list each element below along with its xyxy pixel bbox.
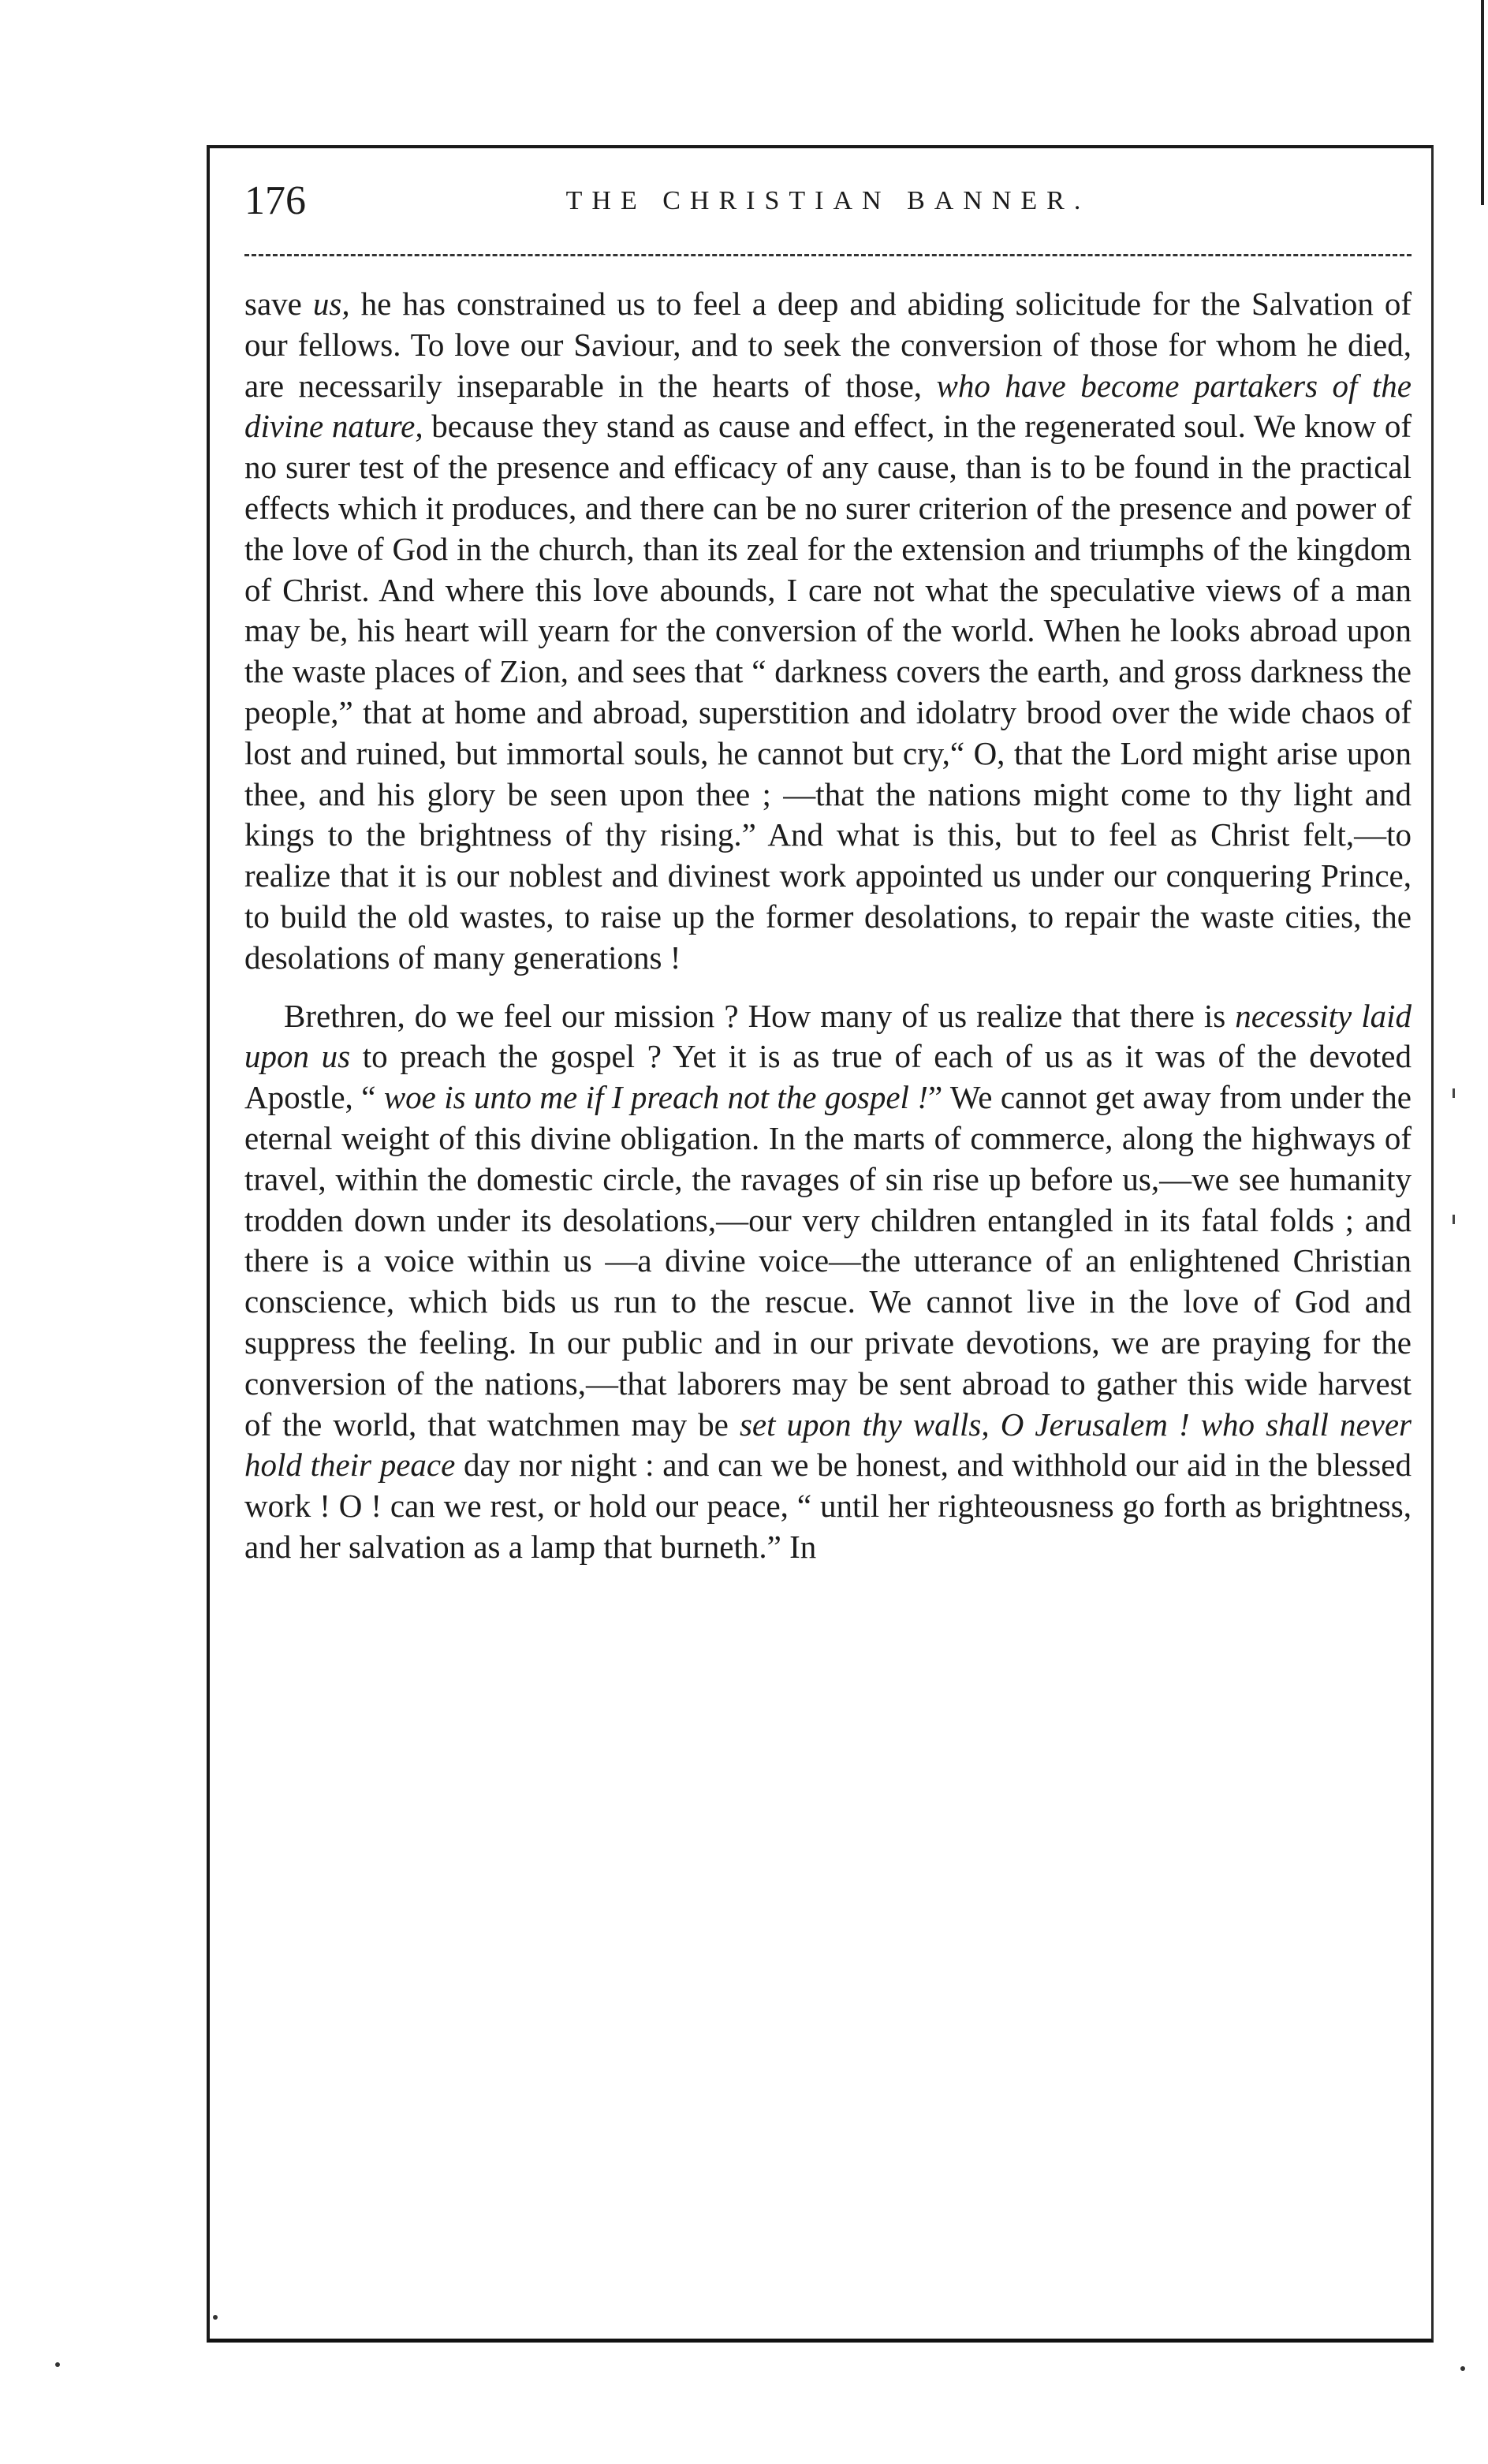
paragraph-1-text-b: he has constrained us to feel a deep and abiding solicitude for the Salvation of our fellows. To love our Saviour, and to seek the conversion of those for whom he died, are necessarily inseparable in the hearts of those, — [244, 286, 1412, 404]
page-header — [244, 174, 1412, 229]
paragraph-1-text-a: save — [244, 286, 313, 322]
paragraph-1-italic-a: us, — [312, 286, 350, 322]
stray-ink-mark — [55, 2362, 60, 2367]
scan-edge-line — [1481, 0, 1484, 205]
page-number: 176 — [244, 178, 306, 223]
paragraph-2-text-d: day nor night : and can we be honest, and withhold our aid in the blessed work ! O ! can we rest, or hold our peace, “ until her righteousness go forth as brightness, and her salvation as a lamp that burneth.” In — [244, 1447, 1412, 1565]
paragraph-2-text-c: ” We cannot get away from under the eternal weight of this divine obligation. In the marts of commerce, along the highways of travel, within the domestic circle, the ravages of sin rise up before us,—we see humanity trodden down under its desolations,—our very children entangled in its fatal folds ; and there is a voice within us —a divine voice—the utterance of an enlightened Christian conscience, which bids us run to the rescue. We cannot live in the love of God and suppress the feeling. In our public and in our private devotions, we are praying for the conversion of the nations,—that laborers may be sent abroad to gather this wide harvest of the world, that watchmen may be — [244, 1079, 1412, 1443]
stray-ink-mark — [1460, 2366, 1465, 2371]
header-divider — [244, 254, 1412, 256]
paragraph-1-italic-b: who have become partakers of the divine nature, — [244, 367, 1412, 445]
paragraph-2 — [244, 996, 1412, 1568]
paragraph-2-text-a: Brethren, do we feel our mission ? How many of us realize that there is — [284, 997, 1236, 1034]
margin-tick-mark — [1453, 1088, 1455, 1098]
paragraph-1-text-c: because they stand as cause and effect, in the regenerated soul. We know of no surer test of the presence and efficacy of any cause, than is to be found in the practical effects which it produces, and there can be no surer criterion of the presence and power of the love of God in the church, than its zeal for the extension and triumphs of the kingdom of Christ. And where this love abounds, I care not what the speculative views of a man may be, his heart will yearn for the conversion of the world. When he looks abroad upon the waste places of Zion, and sees that “ darkness covers the earth, and gross darkness the people,” that at home and abroad, superstition and idolatry brood over the wide chaos of lost and ruined, but immortal souls, he cannot but cry,“ O, that the Lord might arise upon thee, and his glory be seen upon thee ; —that the nations might come to thy light and kings to the brightness of thy rising.” And what is this, but to feel as Christ felt,—to realize that it is our noblest and divinest work appointed us under our conquering Prince, to build the old wastes, to raise up the former desolations, to repair the waste cities, the desolations of many generations ! — [244, 408, 1412, 976]
article-body — [244, 284, 1412, 2287]
paragraph-2-italic-a: necessity laid upon us — [244, 997, 1412, 1075]
paragraph-2-italic-b: woe is unto me if I preach not the gospel ! — [383, 1079, 928, 1116]
paragraph-2-text-b: to preach the gospel ? Yet it is as true of each of us as it was of the devoted Apostle, “ — [244, 1038, 1412, 1116]
running-title: THE CHRISTIAN BANNER. — [565, 186, 1091, 215]
stray-ink-mark — [213, 2315, 218, 2320]
paragraph-2-italic-c: set upon thy walls, O Jerusalem ! who shall never hold their peace — [244, 1406, 1412, 1484]
paragraph-1 — [244, 284, 1412, 979]
margin-tick-mark — [1453, 1215, 1455, 1224]
